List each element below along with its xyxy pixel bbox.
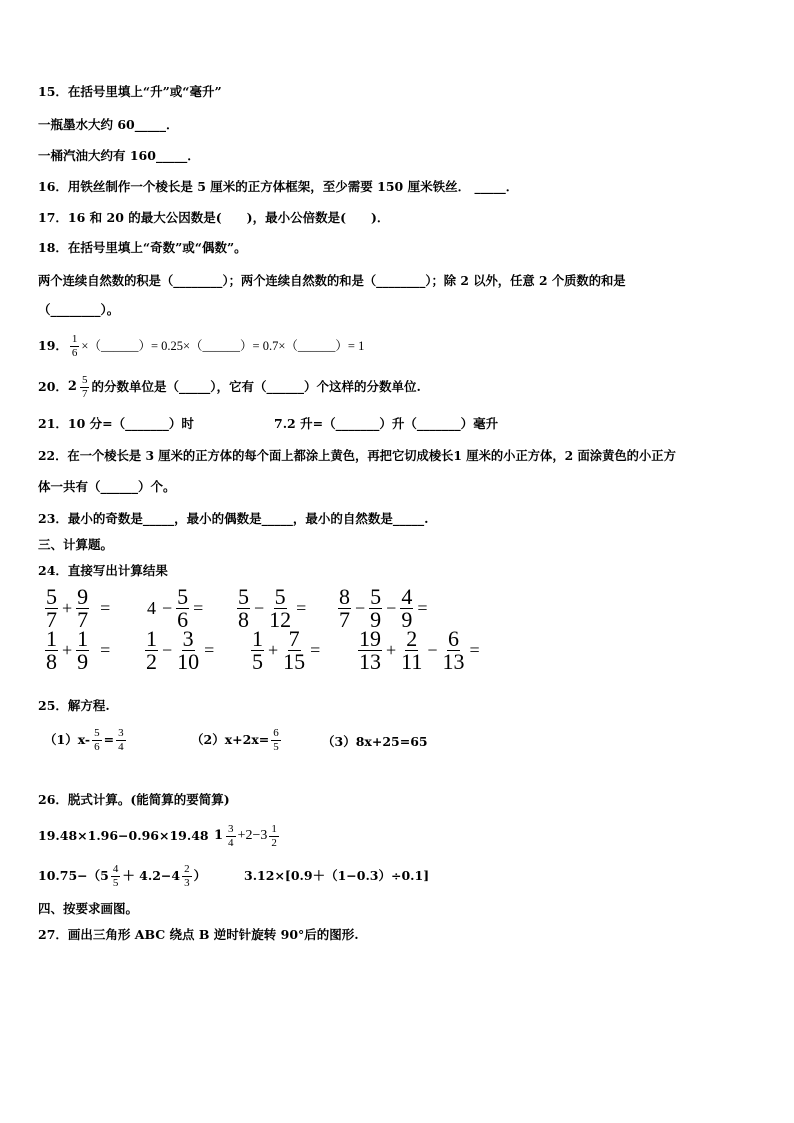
q22-line1: 22．在一个棱长是 3 厘米的正方体的每个面上都涂上黄色，再把它切成棱长1 厘米的小正方体，2 面涂黄色的小正方: [38, 448, 676, 463]
q21-part2: 7.2 升=（_______）升（_______）毫升: [274, 416, 499, 431]
q24-r2-e1: $\frac{1}{8}$ + $\frac{1}{9}$ =: [46, 626, 111, 674]
q25-title: 25．解方程.: [38, 698, 110, 713]
q20-fraction-numerator: 5: [81, 373, 88, 386]
q26-expr-d: 3.12×[0.9＋（1−0.3）÷0.1]: [244, 868, 430, 883]
q18-line1: 两个连续自然数的积是（________）；两个连续自然数的和是（________）；除 2 以外，任意 2 个质数的和是: [38, 273, 626, 288]
q25-equation-1: （1）x- $\frac{5}{6}$ = $\frac{3}{4}$: [44, 726, 124, 753]
q19-expression: ×（______）= 0.25×（______）= 0.7×（______）= 1: [81, 339, 365, 353]
q20: [38, 372, 421, 402]
q20-whole: 2: [67, 379, 77, 394]
q19-fraction-numerator: 1: [71, 332, 78, 345]
q18-line2: （________）。: [38, 302, 120, 317]
q23: 23．最小的奇数是_____，最小的偶数是_____，最小的自然数是_____.: [38, 511, 429, 526]
q24-r2-e2: $\frac{1}{2}$ − $\frac{3}{10}$ =: [146, 626, 215, 674]
q20-fraction: [80, 375, 90, 400]
q22-line2: 体一共有（______）个。: [38, 479, 176, 494]
q15-title: 15．在括号里填上“升”或“毫升”: [38, 84, 222, 99]
q15-line2: 一桶汽油大约有 160_____．: [38, 148, 200, 163]
q24-r1-e3: $\frac{5}{8}$ − $\frac{5}{12}$ =: [238, 584, 307, 632]
q20-mixed-number: [68, 375, 92, 400]
q25-equation-3: （3）8x+25=65: [322, 734, 428, 749]
q19-number: 19．: [38, 338, 68, 353]
q25-equation-2: （2）x+2x= $\frac{6}{5}$: [191, 726, 279, 753]
q18-title: 18．在括号里填上“奇数”或“偶数”。: [38, 240, 247, 255]
q26-expr-b: 1 $\frac{3}{4}$ +2−3 $\frac{1}{2}$: [214, 822, 277, 849]
q24-r1-e2: 4 − $\frac{5}{6}$ =: [147, 584, 204, 632]
q26-expr-a: 19.48×1.96−0.96×19.48: [38, 828, 209, 843]
q19: [38, 331, 364, 361]
q20-text: 的分数单位是（_____），它有（______）个这样的分数单位.: [91, 379, 421, 394]
q27: 27．画出三角形 ABC 绕点 B 逆时针旋转 90°后的图形.: [38, 927, 359, 942]
q17: 17．16 和 20 的最大公因数是( )，最小公倍数是( )．: [38, 210, 390, 225]
section-3-heading: 三、计算题。: [38, 537, 114, 552]
q19-fraction-denominator: 6: [71, 346, 78, 359]
q21-part1: 21．10 分=（_______）时: [38, 416, 194, 431]
section-4-heading: 四、按要求画图。: [38, 901, 139, 916]
q20-fraction-denominator: 7: [81, 387, 88, 400]
q19-fraction: [70, 334, 80, 359]
q24-r1-e1: $\frac{5}{7}$ + $\frac{9}{7}$ =: [46, 584, 111, 632]
q16: 16．用铁丝制作一个棱长是 5 厘米的正方体框架，至少需要 150 厘米铁丝． _____．: [38, 179, 519, 194]
q15-line1: 一瓶墨水大约 60_____．: [38, 117, 179, 132]
q24-title: 24．直接写出计算结果: [38, 563, 168, 578]
q24-r2-e4: $\frac{19}{13}$ + $\frac{2}{11}$ − $\frac{6}{13}$ =: [359, 626, 480, 674]
q24-r1-e4: $\frac{8}{7}$ − $\frac{5}{9}$ − $\frac{4}{9}$ =: [339, 584, 428, 632]
q20-number: 20．: [38, 379, 68, 394]
q24-r2-e3: $\frac{1}{5}$ + $\frac{7}{15}$ =: [252, 626, 321, 674]
q26-title: 26．脱式计算。(能简算的要简算): [38, 792, 230, 807]
q26-expr-c: 10.75−（5 $\frac{4}{5}$ ＋ 4.2−4 $\frac{2}{3}$ ）: [38, 862, 207, 889]
